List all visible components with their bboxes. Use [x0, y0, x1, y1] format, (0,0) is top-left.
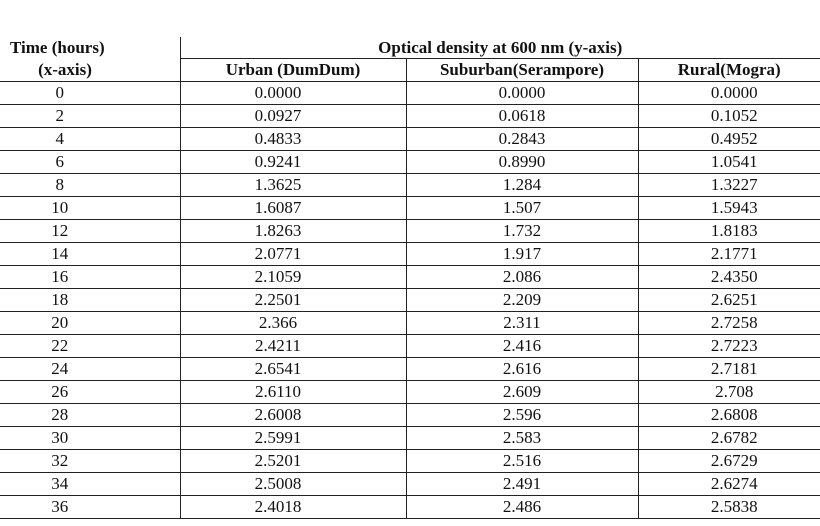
- time-cell: 2: [0, 105, 180, 128]
- rural-cell: 2.4350: [710, 267, 758, 286]
- time-cell: 34: [0, 473, 180, 496]
- urban-cell: 2.4211: [180, 335, 406, 358]
- table-row: [0, 289, 820, 312]
- time-cell: 26: [0, 381, 180, 404]
- urban-cell: 1.6087: [180, 197, 406, 220]
- urban-cell: 2.1059: [180, 266, 406, 289]
- suburban-cell: 2.583: [406, 427, 638, 450]
- optical-density-table: [0, 37, 820, 519]
- suburban-cell: 1.507: [406, 197, 638, 220]
- time-header-sub: [0, 59, 180, 82]
- table-row: [0, 128, 820, 151]
- suburban-cell: 2.609: [406, 381, 638, 404]
- urban-cell: 1.8263: [180, 220, 406, 243]
- column-header-urban: Urban (DumDum): [180, 59, 406, 82]
- urban-cell: 2.366: [180, 312, 406, 335]
- rural-cell: 2.6808: [710, 405, 758, 424]
- table-row: [0, 243, 820, 266]
- time-cell: 6: [0, 151, 180, 174]
- table-header: [0, 37, 820, 82]
- time-cell: 22: [0, 335, 180, 358]
- suburban-cell: 2.491: [406, 473, 638, 496]
- urban-cell: 1.3625: [180, 174, 406, 197]
- rural-cell: 2.7258: [710, 313, 758, 332]
- group-header: Optical density at 600 nm (y-axis): [180, 37, 820, 59]
- column-header-suburban: Suburban(Serampore): [406, 59, 638, 82]
- suburban-cell: 2.616: [406, 358, 638, 381]
- table-row: [0, 82, 820, 105]
- urban-cell: 2.5991: [180, 427, 406, 450]
- time-cell: 30: [0, 427, 180, 450]
- rural-cell: 0.1052: [710, 106, 758, 125]
- time-cell: 10: [0, 197, 180, 220]
- time-cell: 36: [0, 496, 180, 519]
- suburban-cell: 2.486: [406, 496, 638, 519]
- rural-cell: 2.5838: [710, 497, 758, 516]
- table-row: [0, 427, 820, 450]
- table-row: [0, 105, 820, 128]
- urban-cell: 2.6008: [180, 404, 406, 427]
- suburban-cell: 1.917: [406, 243, 638, 266]
- urban-cell: 2.0771: [180, 243, 406, 266]
- time-header-line2: (x-axis): [38, 59, 92, 79]
- table-row: [0, 174, 820, 197]
- urban-cell: 2.2501: [180, 289, 406, 312]
- rural-cell: 1.3227: [710, 175, 758, 194]
- table-row: [0, 197, 820, 220]
- urban-cell: 2.6110: [180, 381, 406, 404]
- suburban-cell: 1.732: [406, 220, 638, 243]
- table-row: [0, 404, 820, 427]
- urban-cell: 2.6541: [180, 358, 406, 381]
- urban-cell: 2.5201: [180, 450, 406, 473]
- suburban-cell: 2.086: [406, 266, 638, 289]
- rural-cell: 0.4952: [710, 129, 758, 148]
- urban-cell: 2.4018: [180, 496, 406, 519]
- urban-cell: 0.0000: [180, 82, 406, 105]
- suburban-cell: 2.596: [406, 404, 638, 427]
- rural-cell: 2.6274: [710, 474, 758, 493]
- urban-cell: 0.9241: [180, 151, 406, 174]
- suburban-cell: 2.516: [406, 450, 638, 473]
- time-cell: 20: [0, 312, 180, 335]
- rural-cell: 0.0000: [710, 83, 758, 102]
- suburban-cell: 0.8990: [406, 151, 638, 174]
- rural-cell: 2.1771: [710, 244, 758, 263]
- suburban-cell: 0.0000: [406, 82, 638, 105]
- urban-cell: 0.0927: [180, 105, 406, 128]
- rural-cell: 2.7223: [710, 336, 758, 355]
- time-cell: 8: [0, 174, 180, 197]
- table-row: [0, 450, 820, 473]
- table-row: [0, 381, 820, 404]
- table-row: [0, 220, 820, 243]
- rural-cell: 1.0541: [710, 152, 758, 171]
- rural-cell: 2.7181: [710, 359, 758, 378]
- rural-cell: 2.708: [715, 382, 754, 401]
- time-header: [0, 37, 180, 59]
- suburban-cell: 0.0618: [406, 105, 638, 128]
- rural-cell: 2.6729: [710, 451, 758, 470]
- rural-cell: 2.6782: [710, 428, 758, 447]
- table-row: [0, 496, 820, 519]
- suburban-cell: 2.311: [406, 312, 638, 335]
- time-cell: 4: [0, 128, 180, 151]
- time-header-line1: Time (hours): [10, 38, 105, 58]
- suburban-cell: 1.284: [406, 174, 638, 197]
- time-cell: 0: [0, 82, 180, 105]
- suburban-cell: 2.416: [406, 335, 638, 358]
- column-header-rural: Rural(Mogra): [677, 60, 781, 79]
- table-row: [0, 151, 820, 174]
- table-body: [0, 82, 820, 519]
- time-cell: 12: [0, 220, 180, 243]
- time-cell: 18: [0, 289, 180, 312]
- time-cell: 28: [0, 404, 180, 427]
- table-row: [0, 266, 820, 289]
- table-row: [0, 335, 820, 358]
- urban-cell: 0.4833: [180, 128, 406, 151]
- table-row: [0, 358, 820, 381]
- rural-cell: 2.6251: [710, 290, 758, 309]
- time-cell: 14: [0, 243, 180, 266]
- time-cell: 24: [0, 358, 180, 381]
- table-row: [0, 473, 820, 496]
- time-cell: 32: [0, 450, 180, 473]
- suburban-cell: 0.2843: [406, 128, 638, 151]
- rural-cell: 1.8183: [710, 221, 758, 240]
- urban-cell: 2.5008: [180, 473, 406, 496]
- table-row: [0, 312, 820, 335]
- time-cell: 16: [0, 266, 180, 289]
- rural-cell: 1.5943: [710, 198, 758, 217]
- suburban-cell: 2.209: [406, 289, 638, 312]
